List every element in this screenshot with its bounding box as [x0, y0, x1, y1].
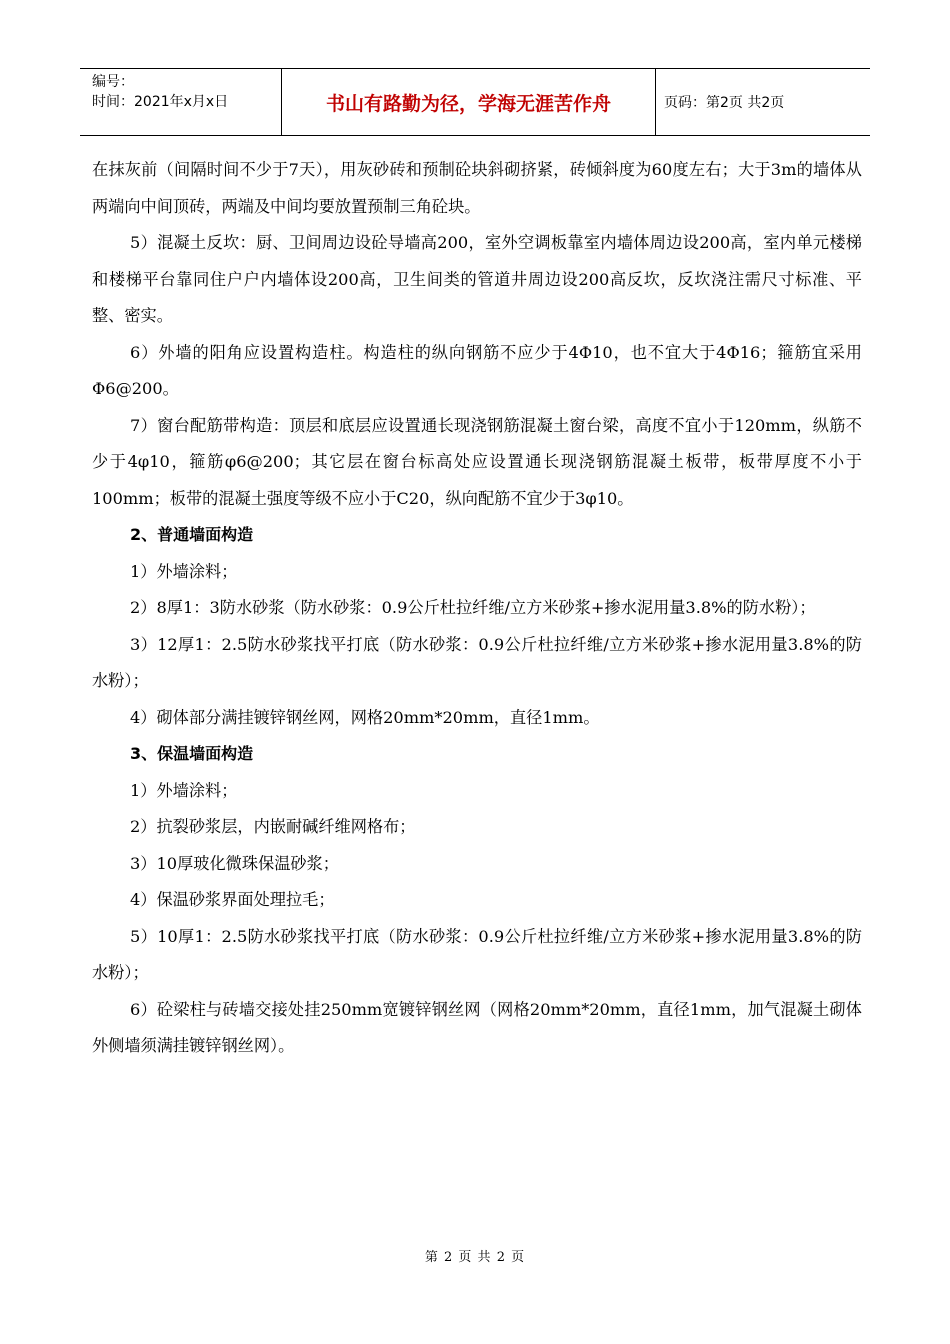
body-paragraph: 3）10厚玻化微珠保温砂浆； [130, 853, 339, 873]
header-page-info: 页码：第2页 共2页 [664, 95, 785, 111]
body-paragraph: 1）外墙涂料； [130, 561, 238, 581]
body-paragraph: 6）砼梁柱与砖墙交接处挂250mm宽镀锌钢丝网（网格20mm*20mm，直径1mm，加气混凝土砌体外侧墙须满挂镀锌钢丝网）。 [92, 999, 862, 1055]
body-paragraph: 5）10厚1：2.5防水砂浆找平打底（防水砂浆：0.9公斤杜拉纤维/立方米砂浆+掺水泥用量3.8%的防水粉）； [92, 926, 862, 982]
body-paragraph: 2）8厚1：3防水砂浆（防水砂浆：0.9公斤杜拉纤维/立方米砂浆+掺水泥用量3.8%的防水粉）； [130, 598, 816, 617]
body-paragraph: 6）外墙的阳角应设置构造柱。构造柱的纵向钢筋不应少于4Φ10，也不宜大于4Φ16；箍筋宜采用Φ6@200。 [92, 342, 862, 398]
body-paragraph: 1）外墙涂料； [130, 780, 238, 800]
body-paragraph: 3）12厚1：2.5防水砂浆找平打底（防水砂浆：0.9公斤杜拉纤维/立方米砂浆+掺水泥用量3.8%的防水粉）； [92, 634, 862, 690]
number-label: 编号： [92, 74, 134, 90]
document-body [92, 152, 862, 1065]
page-footer: 第 2 页 共 2 页 [424, 1250, 526, 1265]
header-meta [80, 69, 282, 135]
body-paragraph: 2）抗裂砂浆层，内嵌耐碱纤维网格布； [130, 817, 416, 836]
body-paragraph: 7）窗台配筋带构造：顶层和底层应设置通长现浇钢筋混凝土窗台梁，高度不宜小于120mm，纵筋不少于4φ10，箍筋φ6@200；其它层在窗台标高处应设置通长现浇钢筋混凝土板带，板带厚度不小于100mm；板带的混凝土强度等级不应小于C20，纵向配筋不宜少于3φ10。 [92, 415, 862, 508]
section-heading: 2、普通墙面构造 [130, 525, 254, 544]
body-paragraph: 5）混凝土反坎：厨、卫间周边设砼导墙高200，室外空调板靠室内墙体周边设200高，室内单元楼梯和楼梯平台靠同住户户内墙体设200高，卫生间类的管道井周边设200高反坎，反坎浇注需尺寸标准、平整、密实。 [92, 233, 862, 325]
page-header [80, 68, 870, 136]
body-paragraph: 4）砌体部分满挂镀锌钢丝网，网格20mm*20mm，直径1mm。 [130, 707, 600, 727]
section-heading: 3、保温墙面构造 [130, 744, 254, 763]
header-motto: 书山有路勤为径，学海无涯苦作舟 [282, 69, 656, 135]
time-label: 时间：2021年x月x日 [92, 94, 229, 110]
body-paragraph: 在抹灰前（间隔时间不少于7天），用灰砂砖和预制砼块斜砌挤紧，砖倾斜度为60度左右；大于3m的墙体从两端向中间顶砖，两端及中间均要放置预制三角砼块。 [92, 160, 862, 216]
body-paragraph: 4）保温砂浆界面处理拉毛； [130, 890, 335, 909]
